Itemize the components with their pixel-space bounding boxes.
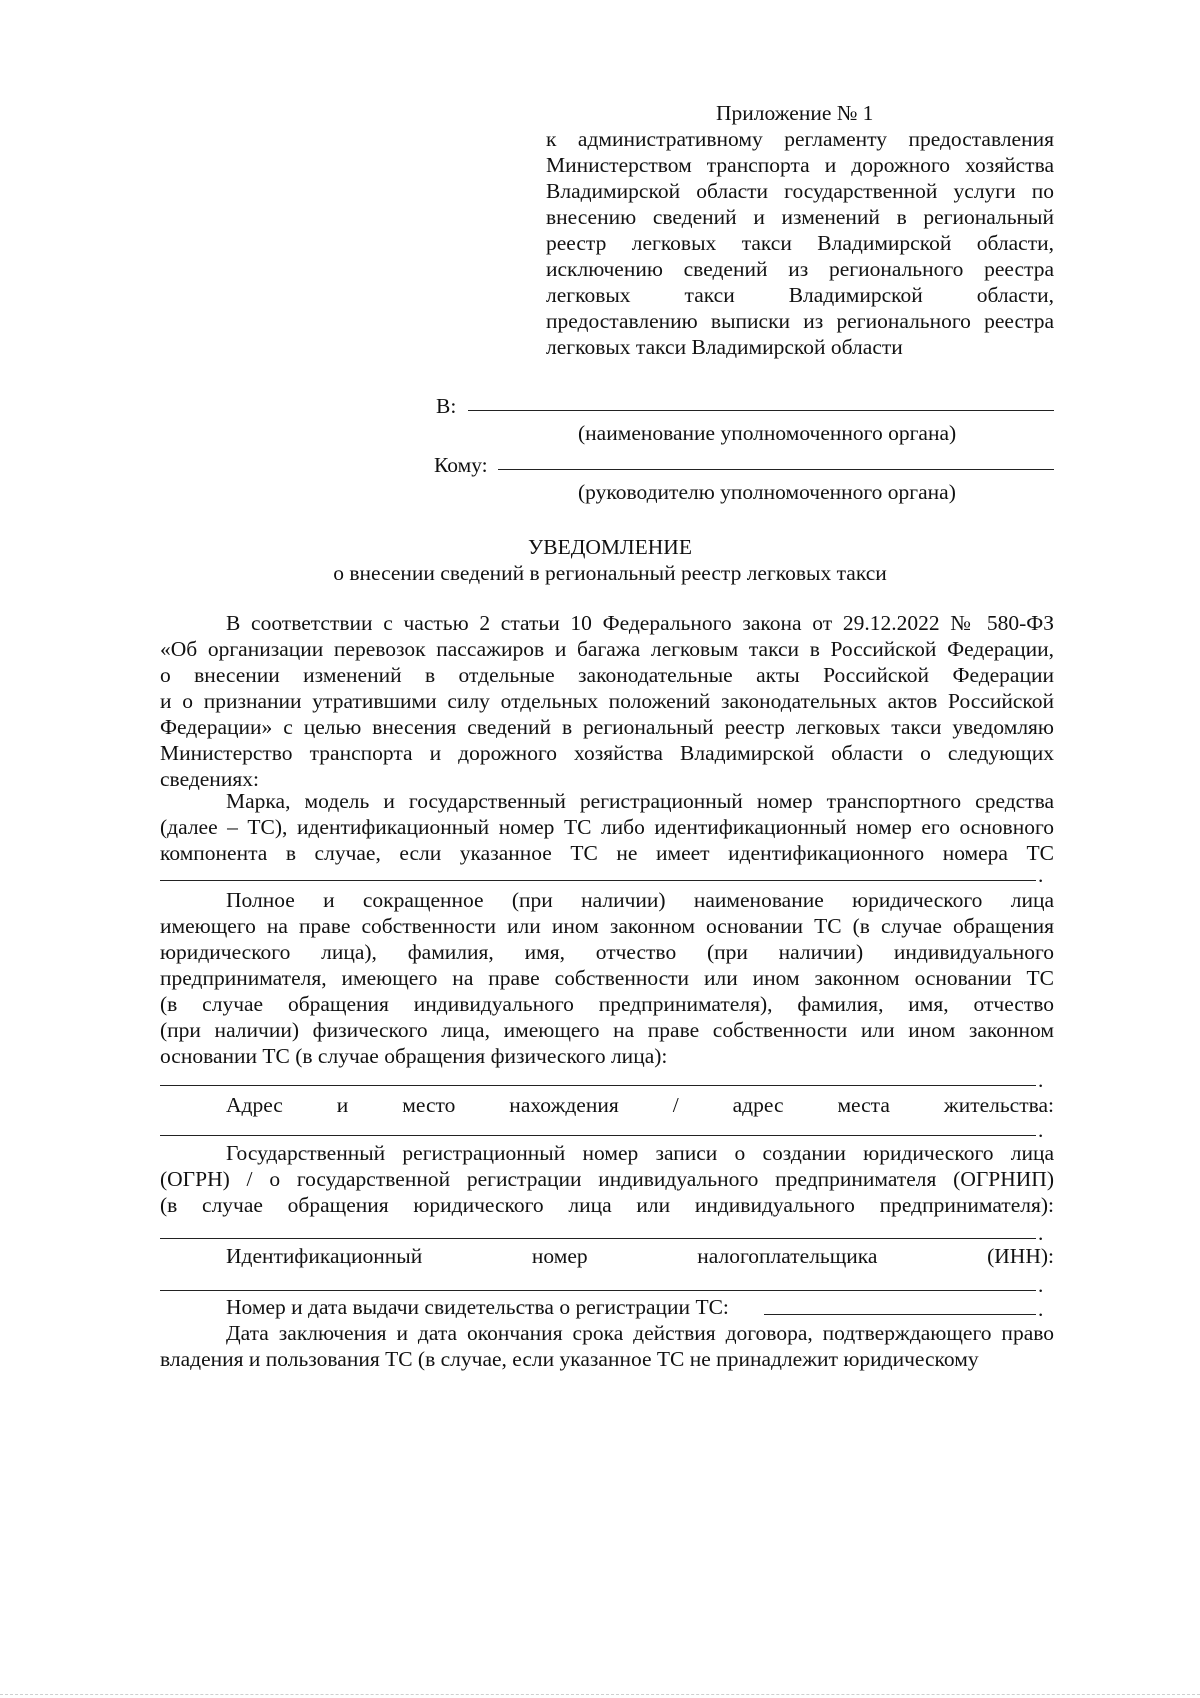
inn-field-line[interactable]: [160, 1290, 1036, 1291]
intro-line: сведениях:: [160, 767, 259, 791]
ogrn-text: [160, 1166, 1054, 1218]
intro-line: Федерации» с целью внесения сведений в региональный реестр легковых такси уведомляю: [160, 715, 1054, 739]
address-label: Адрес и место нахождения / адрес места жительства:: [226, 1093, 1054, 1117]
appendix-text: [546, 126, 1054, 360]
whom-caption: (руководителю уполномоченного органа): [578, 480, 956, 504]
owner-field-line[interactable]: [160, 1085, 1036, 1086]
appendix-line: легковых такси Владимирской области,: [546, 283, 1054, 307]
ogrn-line: (ОГРН) / о государственной регистрации индивидуального предпринимателя (ОГРНИП): [160, 1167, 1054, 1191]
period: .: [1038, 1273, 1044, 1297]
whom-label: Кому:: [434, 453, 488, 477]
scan-edge-divider: [0, 1694, 1200, 1695]
appendix-line: реестр легковых такси Владимирской области,: [546, 231, 1054, 255]
certificate-field-line[interactable]: [764, 1314, 1036, 1315]
appendix-line: легковых такси Владимирской области: [546, 335, 903, 359]
intro-line: о внесении изменений в отдельные законодательные акты Российской Федерации: [160, 663, 1054, 687]
period: .: [1038, 1221, 1044, 1245]
owner-line: предпринимателя, имеющего на праве собственности или ином законном основании ТС: [160, 966, 1054, 990]
appendix-title: Приложение № 1: [716, 101, 874, 125]
inn-label: Идентификационный номер налогоплательщика (ИНН):: [226, 1244, 1054, 1268]
whom-field-line[interactable]: [498, 469, 1054, 470]
owner-line: имеющего на праве собственности или ином законном основании ТС (в случае обращения: [160, 914, 1054, 938]
owner-line: (в случае обращения индивидуального предпринимателя), фамилия, имя, отчество: [160, 992, 1054, 1016]
notice-subtitle: о внесении сведений в региональный реестр легковых такси: [333, 561, 887, 585]
contract-line: владения и пользования ТС (в случае, если указанное ТС не принадлежит юридическому: [160, 1347, 979, 1371]
period: .: [1038, 863, 1044, 887]
owner-line: основании ТС (в случае обращения физического лица):: [160, 1044, 668, 1068]
ogrn-line: (в случае обращения юридического лица или индивидуального предпринимателя):: [160, 1193, 1054, 1217]
period: .: [1038, 1118, 1044, 1142]
period: .: [1038, 1297, 1044, 1321]
notice-title: УВЕДОМЛЕНИЕ: [528, 535, 692, 559]
intro-line: В соответствии с частью 2 статьи 10 Федерального закона от 29.12.2022 № 580-ФЗ: [226, 611, 1054, 635]
owner-line: Полное и сокращенное (при наличии) наименование юридического лица: [226, 888, 1054, 912]
appendix-line: предоставлению выписки из регионального реестра: [546, 309, 1054, 333]
ogrn-field-line[interactable]: [160, 1238, 1036, 1239]
intro-line: и о признании утратившими силу отдельных положений законодательных актов Российской: [160, 689, 1054, 713]
vehicle-line: компонента в случае, если указанное ТС не имеет идентификационного номера ТС: [160, 841, 1054, 865]
vehicle-text: [160, 814, 1054, 866]
vehicle-line: (далее – ТС), идентификационный номер ТС либо идентификационный номер его основного: [160, 815, 1054, 839]
appendix-line: Министерством транспорта и дорожного хозяйства: [546, 153, 1054, 177]
address-field-line[interactable]: [160, 1135, 1036, 1136]
certificate-label: Номер и дата выдачи свидетельства о регистрации ТС:: [226, 1295, 729, 1319]
owner-text: [160, 913, 1054, 1069]
contract-line: Дата заключения и дата окончания срока действия договора, подтверждающего право: [226, 1321, 1054, 1345]
period: .: [1038, 1068, 1044, 1092]
ogrn-line: Государственный регистрационный номер записи о создании юридического лица: [226, 1141, 1054, 1165]
intro-line: Министерство транспорта и дорожного хозяйства Владимирской области о следующих: [160, 741, 1054, 765]
appendix-line: внесению сведений и изменений в региональный: [546, 205, 1054, 229]
appendix-line: Владимирской области государственной услуги по: [546, 179, 1054, 203]
vehicle-line: Марка, модель и государственный регистрационный номер транспортного средства: [226, 789, 1054, 813]
intro-text: [160, 636, 1054, 792]
vehicle-field-line[interactable]: [160, 880, 1036, 881]
to-field-line[interactable]: [468, 410, 1054, 411]
to-label: В:: [436, 394, 457, 418]
owner-line: (при наличии) физического лица, имеющего на праве собственности или ином законном: [160, 1018, 1054, 1042]
to-caption: (наименование уполномоченного органа): [578, 421, 957, 445]
owner-line: юридического лица), фамилия, имя, отчество (при наличии) индивидуального: [160, 940, 1054, 964]
appendix-line: исключению сведений из регионального реестра: [546, 257, 1054, 281]
intro-line: «Об организации перевозок пассажиров и багажа легковым такси в Российской Федерации,: [160, 637, 1054, 661]
appendix-line: к административному регламенту предоставления: [546, 127, 1054, 151]
